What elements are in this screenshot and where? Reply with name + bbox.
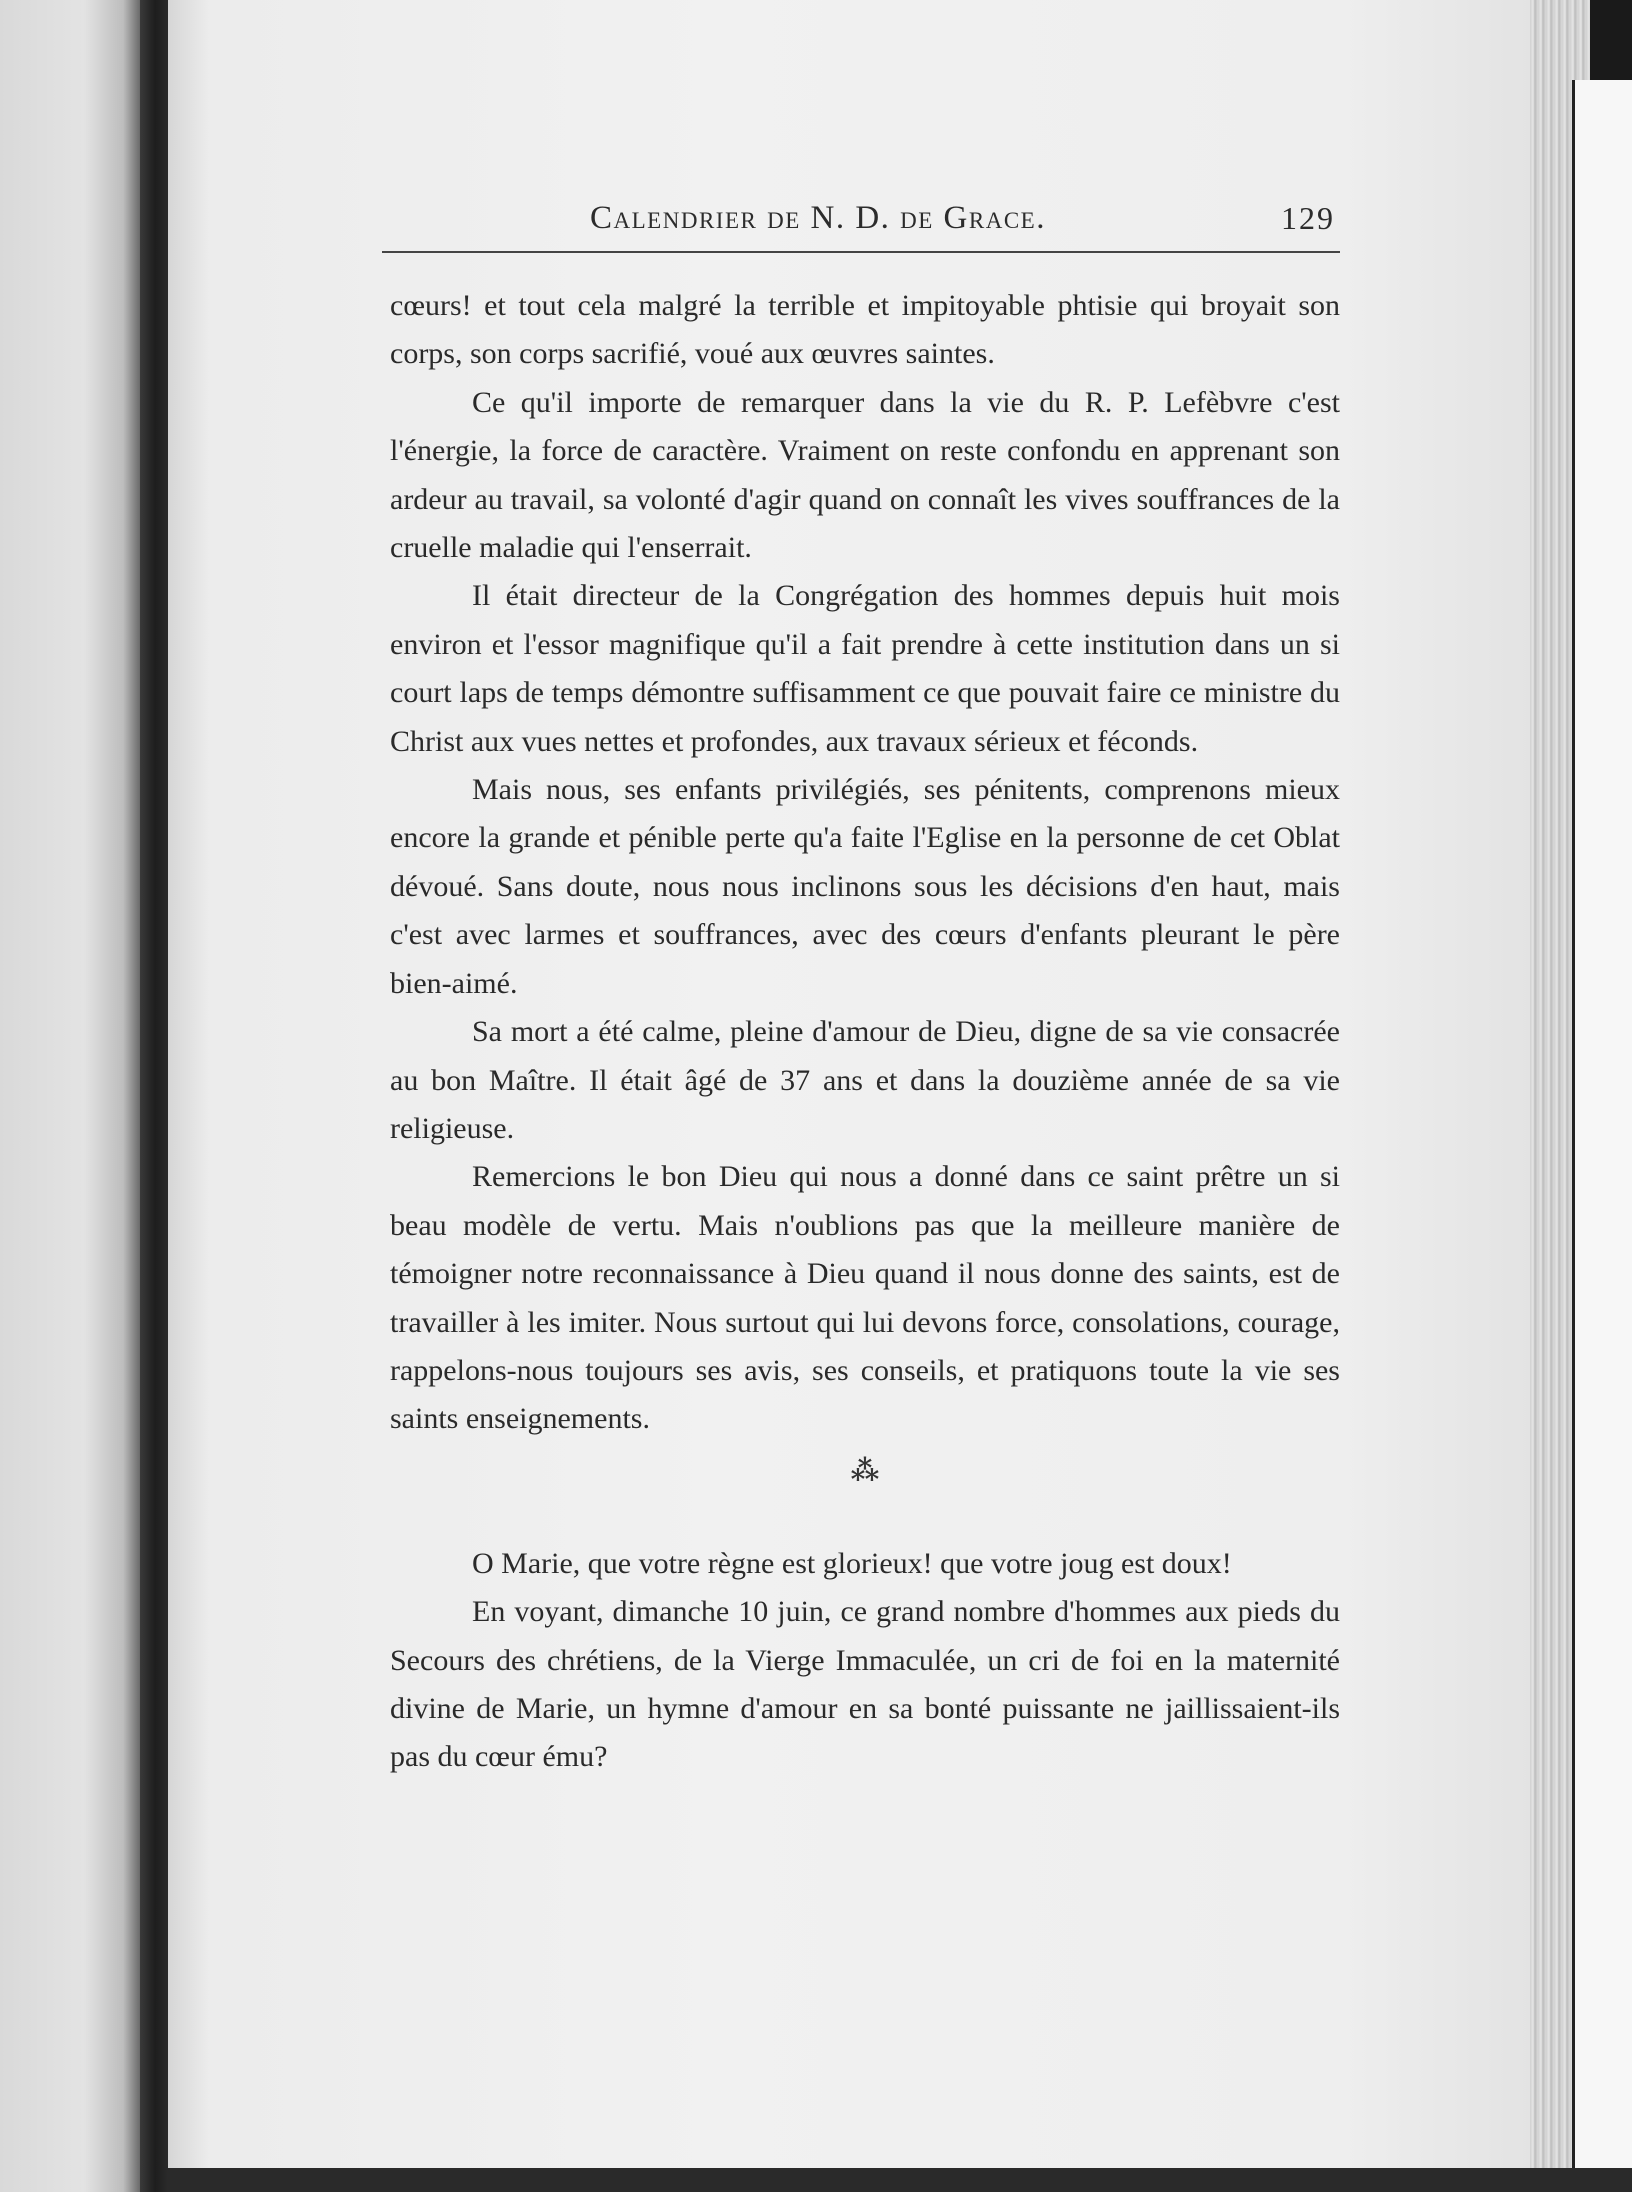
paragraph: Ce qu'il importe de remarquer dans la vie du R. P. Lefèbvre c'est l'énergie, la force de caractère. Vraiment on reste confondu en apprenant son ardeur au travail, sa volonté d'agir quand on connaît les vives souffrances de la cruelle maladie qui l'enserrait. [390, 385, 1340, 565]
running-head-title: Calendrier de N. D. de Grace. [590, 200, 1046, 236]
paragraph: Remercions le bon Dieu qui nous a donné dans ce saint prêtre un si beau modèle de vertu. Mais n'oublions pas que la meilleure manière de témoigner notre reconnaissance à Dieu quand il nous donne des saints, est de travailler à les imiter. Nous surtout qui lui devons force, consolations, courage, rappelons-nous toujours ses avis, ses conseils, et pratiquons toute la vie ses saints enseignements. [390, 1160, 1340, 1436]
asterism-separator [390, 1444, 1340, 1540]
book-gutter [140, 0, 170, 2192]
paragraph: cœurs! et tout cela malgré la terrible et impitoyable phtisie qui broyait son corps, son corps sacrifié, voué aux œuvres saintes. [390, 289, 1340, 371]
paragraph: Sa mort a été calme, pleine d'amour de Dieu, digne de sa vie consacrée au bon Maître. Il était âgé de 37 ans et dans la douzième année de sa vie religieuse. [390, 1015, 1340, 1145]
body-text [390, 282, 1340, 1782]
previous-page-edge [0, 0, 140, 2192]
asterism-glyph: ⁂ [850, 1455, 880, 1487]
paragraph: Mais nous, ses enfants privilégiés, ses pénitents, comprenons mieux encore la grande et pénible perte qu'a faite l'Eglise en la personne de cet Oblat dévoué. Sans doute, nous nous inclinons sous les décisions d'en haut, mais c'est avec larmes et souffrances, avec des cœurs d'enfants pleurant le père bien-aimé. [390, 773, 1340, 1000]
paragraph: Il était directeur de la Congrégation des hommes depuis huit mois environ et l'essor magnifique qu'il a fait prendre à cette institution dans un si court laps de temps démontre suffisamment ce que pouvait faire ce ministre du Christ aux vues nettes et profondes, aux travaux sérieux et féconds. [390, 579, 1340, 758]
adjacent-sheet [1572, 80, 1632, 2192]
page-number: 129 [1281, 200, 1335, 236]
header-rule [382, 251, 1340, 253]
scan-bottom-border [168, 2168, 1632, 2192]
paragraph: O Marie, que votre règne est glorieux! que votre joug est doux! [472, 1546, 1232, 1580]
running-head [380, 200, 1340, 250]
paragraph: En voyant, dimanche 10 juin, ce grand nombre d'hommes aux pieds du Secours des chrétiens, de la Vierge Immaculée, un cri de foi en la maternité divine de Marie, un hymne d'amour en sa bonté puissante ne jaillissaient-ils pas du cœur ému? [390, 1595, 1340, 1774]
